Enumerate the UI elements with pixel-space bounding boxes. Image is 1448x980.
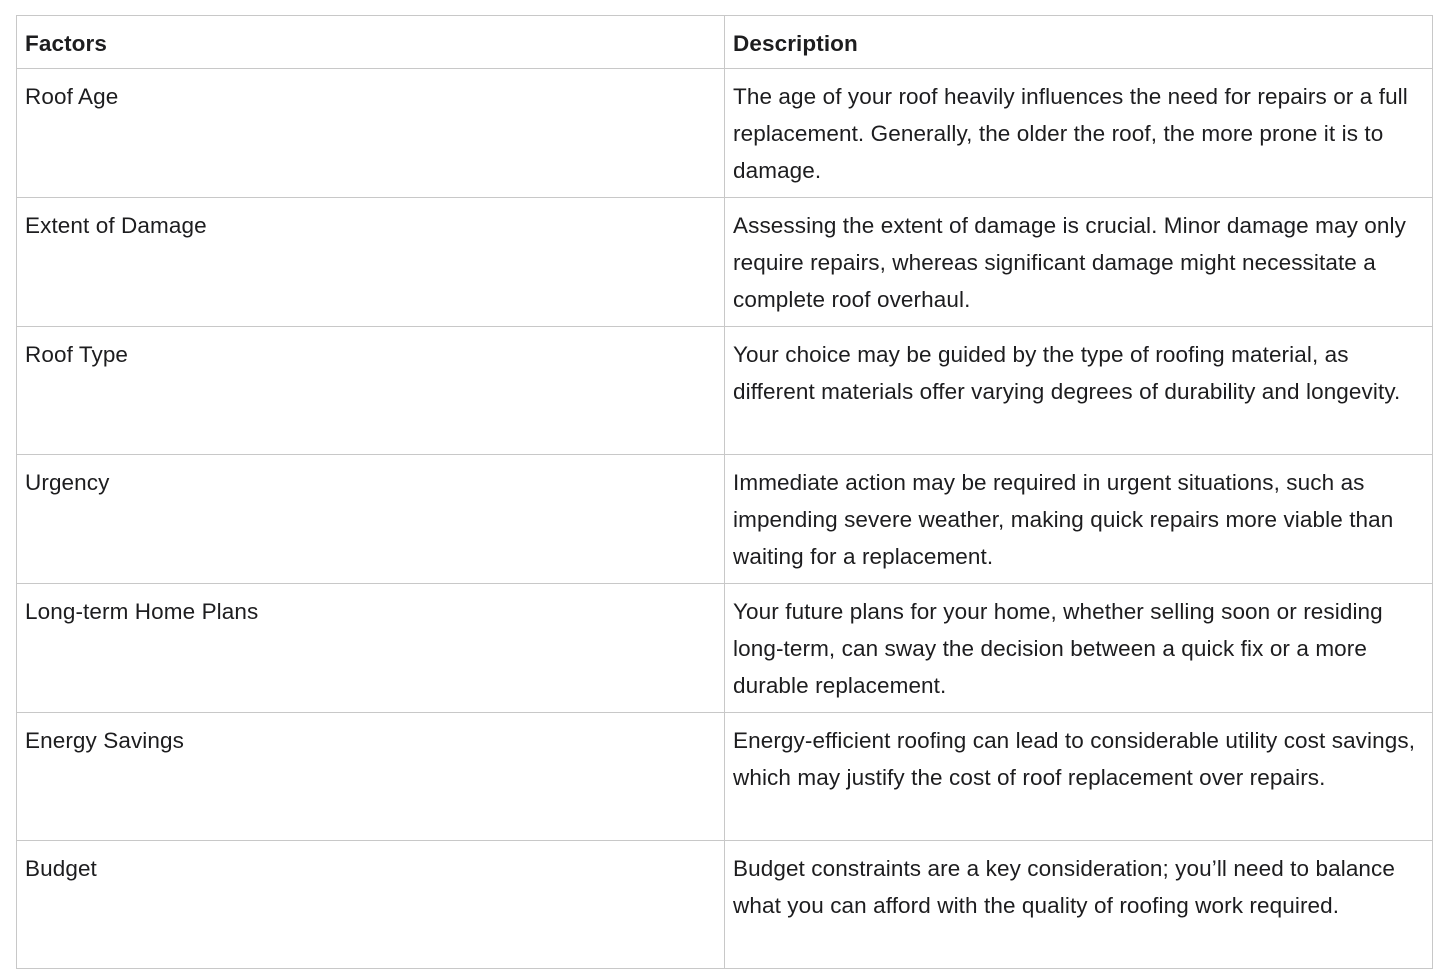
factor-cell: Urgency <box>17 455 725 584</box>
table-row <box>17 327 1433 455</box>
header-description: Description <box>725 16 1433 69</box>
factors-table-container <box>16 15 1432 969</box>
factor-cell: Roof Type <box>17 327 725 455</box>
table-row <box>17 69 1433 198</box>
table-row <box>17 841 1433 969</box>
description-cell: Budget constraints are a key consideration; you’ll need to balance what you can afford with the quality of roofing work required. <box>725 841 1433 969</box>
description-cell: Energy-efficient roofing can lead to considerable utility cost savings, which may justify the cost of roof replacement over repairs. <box>725 713 1433 841</box>
table-row <box>17 584 1433 713</box>
factor-cell: Roof Age <box>17 69 725 198</box>
table-row <box>17 455 1433 584</box>
factor-cell: Budget <box>17 841 725 969</box>
factor-cell: Energy Savings <box>17 713 725 841</box>
description-cell: The age of your roof heavily influences the need for repairs or a full replacement. Generally, the older the roof, the more prone it is to damage. <box>725 69 1433 198</box>
factor-cell: Extent of Damage <box>17 198 725 327</box>
description-cell: Immediate action may be required in urgent situations, such as impending severe weather, making quick repairs more viable than waiting for a replacement. <box>725 455 1433 584</box>
factor-cell: Long-term Home Plans <box>17 584 725 713</box>
description-cell: Your choice may be guided by the type of roofing material, as different materials offer varying degrees of durability and longevity. <box>725 327 1433 455</box>
header-factors: Factors <box>17 16 725 69</box>
table-header-row <box>17 16 1433 69</box>
description-cell: Assessing the extent of damage is crucial. Minor damage may only require repairs, whereas significant damage might necessitate a complete roof overhaul. <box>725 198 1433 327</box>
table-row <box>17 198 1433 327</box>
description-cell: Your future plans for your home, whether selling soon or residing long-term, can sway the decision between a quick fix or a more durable replacement. <box>725 584 1433 713</box>
factors-table <box>16 15 1433 969</box>
table-row <box>17 713 1433 841</box>
